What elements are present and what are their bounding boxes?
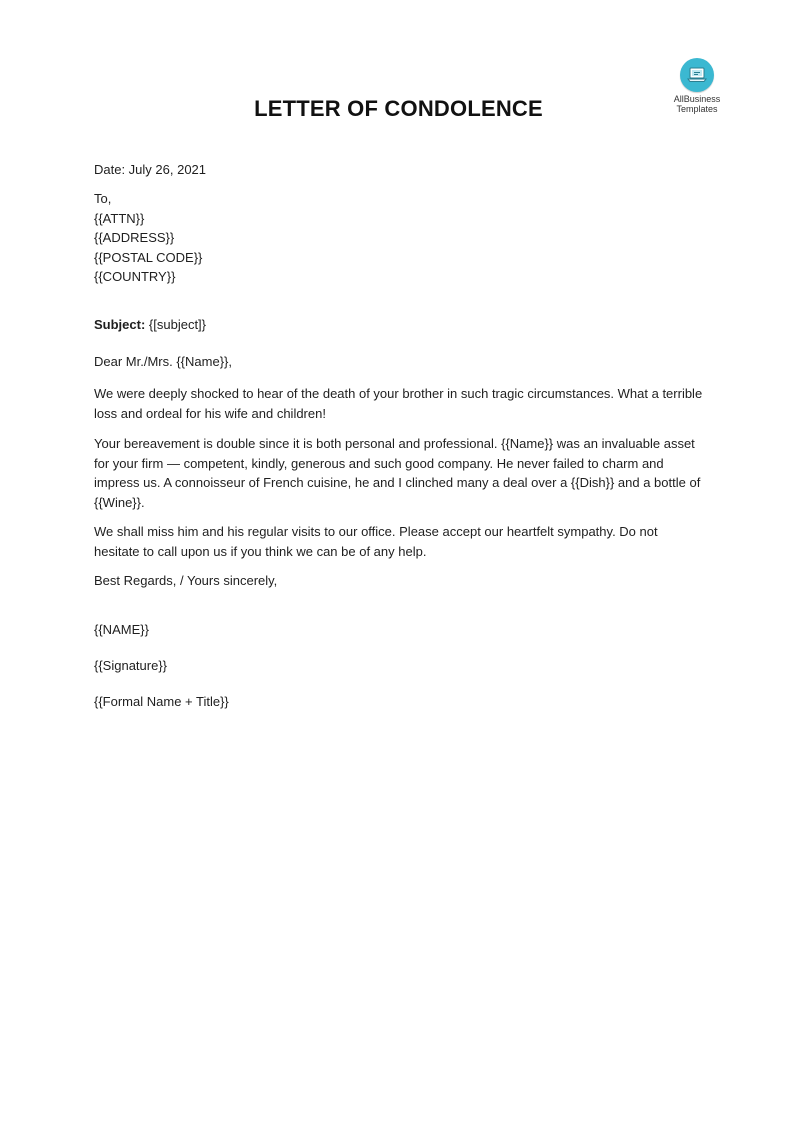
closing: Best Regards, / Yours sincerely,: [94, 573, 278, 588]
signature-placeholder: {{Signature}}: [94, 658, 168, 673]
logo-line-1: AllBusiness: [673, 94, 721, 104]
logo-line-2: Templates: [676, 104, 718, 114]
address-street: {{ADDRESS}}: [94, 230, 175, 245]
address-attn: {{ATTN}}: [94, 210, 145, 226]
address-postal-code: {{POSTAL CODE}}: [94, 249, 203, 265]
subject-line: [94, 315, 704, 335]
paragraph-3: We shall miss him and his regular visits to our office. Please accept our heartfelt sympathy. Do not hesitate to call upon us if you think we can be of any help.: [94, 524, 658, 559]
laptop-icon: [680, 58, 714, 92]
subject-value: {[subject]}: [145, 317, 207, 332]
page-title: LETTER OF CONDOLENCE: [254, 96, 543, 121]
salutation: Dear Mr./Mrs. {{Name}},: [94, 354, 232, 369]
recipient-address: [94, 189, 704, 287]
paragraph-2: Your bereavement is double since it is both personal and professional. {{Name}} was an invaluable asset for your firm — competent, kindly, generous and such good company. He never failed to charm and impress us. A connoisseur of French cuisine, he and I clinched many a deal over a {{Dish}} and a bottle of {{Wine}}.: [94, 436, 701, 510]
address-to: To,: [94, 191, 112, 206]
address-country: {{COUNTRY}}: [94, 269, 176, 284]
letter-date: Date: July 26, 2021: [94, 162, 207, 177]
signature-formal-name: {{Formal Name + Title}}: [94, 694, 229, 709]
subject-label: Subject:: [94, 317, 146, 332]
signature-name: {{NAME}}: [94, 622, 149, 637]
paragraph-1: We were deeply shocked to hear of the death of your brother in such tragic circumstances. What a terrible loss and ordeal for his wife and children!: [94, 386, 703, 421]
